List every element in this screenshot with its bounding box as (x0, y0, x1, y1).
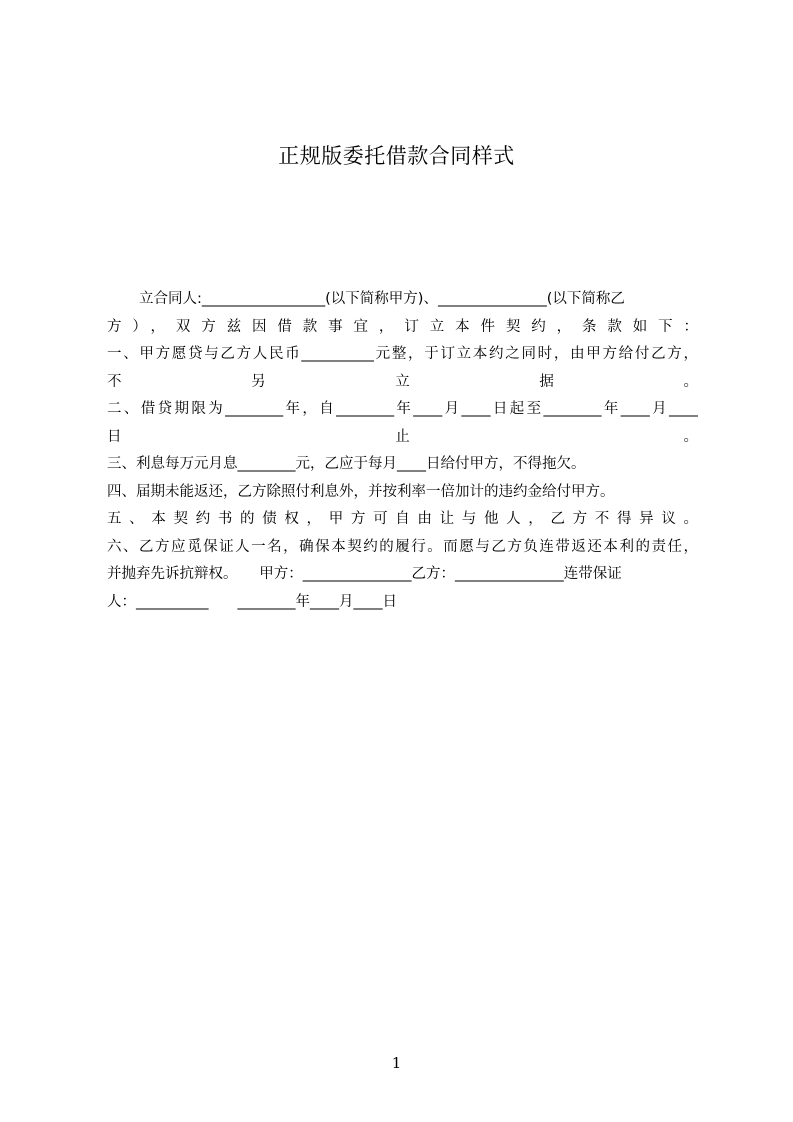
paragraph-line: 五、本契约书的债权，甲方可自由让与他人，乙方不得异议。 (107, 511, 698, 527)
page-number: 1 (391, 1054, 402, 1072)
paragraph-line: 人：__________ ________年____月____日 (107, 593, 397, 610)
paragraph-line: 并抛弃先诉抗辩权。 甲方：_______________乙方：_______________连带保证 (107, 566, 622, 582)
paragraph-line: 不 另 立 据 。 (107, 373, 698, 390)
paragraph-line: 三、利息每万元月息________元，乙应于每月____日给付甲方，不得拖欠。 (107, 456, 586, 472)
document-title: 正规版委托借款合同样式 (278, 144, 515, 168)
paragraph-line: 立合同人:_________________(以下简称甲方)、_______________(以下简称乙 (139, 291, 625, 307)
contract-body (107, 286, 698, 616)
paragraph-line: 二、借贷期限为________年，自________年____月____日起至________年____月____ (107, 401, 698, 417)
paragraph-line: 四、届期未能返还，乙方除照付利息外，并按利率一倍加计的违约金给付甲方。 (107, 483, 615, 500)
paragraph-line: 六、乙方应觅保证人一名，确保本契约的履行。而愿与乙方负连带返还本利的责任， (107, 538, 698, 555)
paragraph-line: 方），双方兹因借款事宜，订立本件契约，条款如下： (107, 318, 698, 335)
paragraph-line: 一、甲方愿贷与乙方人民币__________元整，于订立本约之同时，由甲方给付乙方， (107, 346, 698, 362)
paragraph-line: 日 止 。 (107, 428, 698, 445)
